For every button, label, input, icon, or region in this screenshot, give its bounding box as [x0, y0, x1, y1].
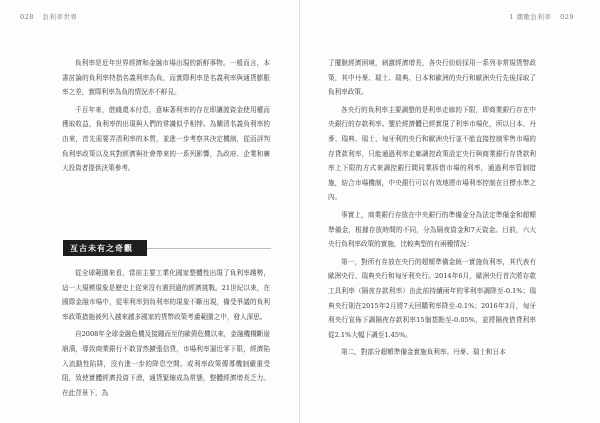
right-page-number: 029: [560, 13, 574, 21]
paragraph: 第二，對部分超額準備金實施負利率。丹麥、瑞士和日本: [341, 348, 506, 357]
paragraph: 從全球範圍來看，當前主要工業化國家整體性出現了負利率趨勢，這一大規模現象是歷史上從來沒有遇到過的經濟挑戰。21世紀以來，在國際金融市場中，從零利率到負利率的現象不斷出現，備受爭議的負利率政策措施被列入越來越多國家的貨幣政策考慮範圍之中，發人深思。: [62, 269, 270, 321]
paragraph: 千百年來，借錢還本付息，意味著利率的存在即讓渡資金使用權而獲取收益，負利率的出現與人們的常識似乎相悖。為闡清名義負利率的由來，首先需要弄清利率的本質，並進一步考察其決定機制，從而評判負利率政策以及其對經濟與社會帶來的一系列影響，為政府、企業和廣大投資者提供決策參考。: [62, 105, 270, 173]
left-running-header: [20, 12, 84, 21]
right-running-head: 1 潮歌負利率: [509, 13, 552, 21]
right-text-block: [328, 56, 536, 363]
paragraph: 第一，對所有存放在央行的超額準備金統一實施負利率，其代表有歐洲央行、瑞典央行和匈牙利央行。2014年6月，歐洲央行首次將存款工具利率（隔夜存款利率）由此前持續兩年的零利率調降至-0.1%；瑞典央行則在2015年2月將7天回購利率降至-0.1%；2016年3月，匈牙利央行宣佈下調隔夜存款利率15個基點至-0.05%，並將隔夜借貸利率從2.1%大幅下調至1.45%。: [328, 257, 536, 339]
paragraph: 負利率是近年世界經濟和金融市場出現的新鮮事物。一般而言，本書討論的負利率特指名義利率為負，而實際利率是名義利率與通貨膨脹率之差，實際利率為負的情況亦不鮮見。: [62, 59, 270, 97]
left-text-block-b: [62, 266, 270, 403]
section-heading: 亙古未有之奇觀: [63, 240, 147, 256]
left-page-number: 028: [20, 13, 34, 21]
paragraph: 事實上，商業銀行存放在中央銀行的準備金分為法定準備金和超額準備金，根據存放時間的不同，分為隔夜資金和7天資金。目前，六大央行負利率政策的實施，比較典型的有兩種情況：: [328, 210, 536, 249]
paragraph: 自2008年全球金融危機及接踵而至的歐債危機以來，金融機構斷崖崩潰，導致商業銀行不敢冒然擴張信貸，市場利率逼近零下限，經濟陷入流動性陷阱，沒有進一步的降息空間。或利率政策傳導機制嚴重受阻，致使實體經濟投資下滑，通貨緊縮成為常態，整體經濟增長乏力。在此背景下，為: [62, 330, 270, 397]
left-running-head: 負利率世界: [42, 13, 78, 21]
paragraph: 各央行的負利率主要調整的是利率走廊的下限，即商業銀行存在中央銀行的存款利率。鑒於經濟體已經實現了利率市場化，所以日本、丹麥、瑞典、瑞士、匈牙利的央行和歐洲央行並不能直接控制零售市場的存貸款利率，只能通過利率走廊調控政策設定央行與商業銀行存貸款利率上下限的方式來調控銀行間同業拆借市場的利率，通過利率管制措施，結合市場機制，中央銀行可以有效地將市場利率控制在目標水準之內。: [328, 105, 536, 202]
right-page: [300, 0, 600, 423]
left-text-block-a: [62, 56, 270, 179]
paragraph: 了擺脫經濟困境，刺激經濟增長，各央行紛紛採用一系列非常規貨幣政策，其中丹麥、瑞士、瑞典、日本和歐洲的央行和歐洲央行先後採取了負利率政策。: [328, 59, 536, 97]
section-heading-rule: [147, 248, 271, 249]
right-running-header: [509, 12, 580, 21]
